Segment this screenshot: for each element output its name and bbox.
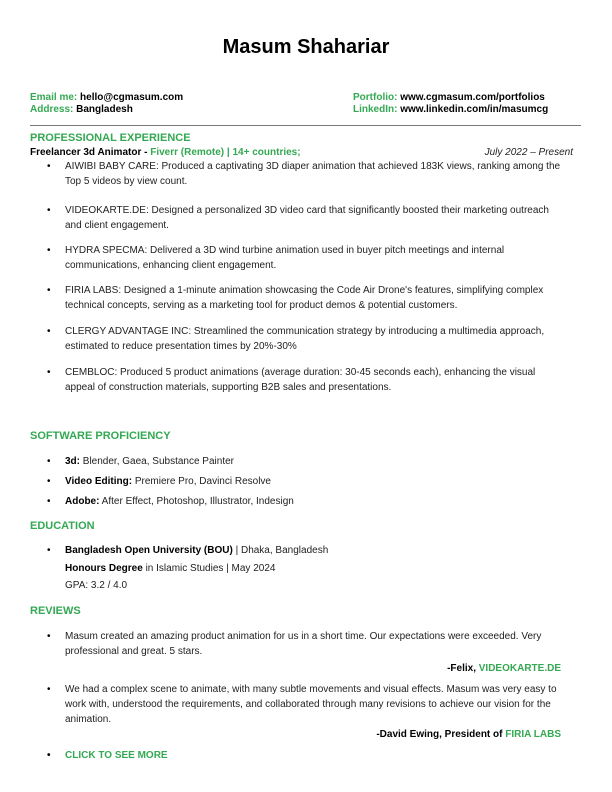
education-heading: EDUCATION bbox=[30, 520, 95, 532]
linkedin-label: LinkedIn: bbox=[353, 104, 398, 115]
experience-item: • CEMBLOC: Produced 5 product animations (average duration: 30-45 seconds each), enhancing the visual appeal of construction materials, supporting B2B sales and presentations. bbox=[65, 365, 565, 395]
software-label: Video Editing: bbox=[65, 476, 133, 487]
review-author bbox=[447, 663, 561, 674]
software-value: Premiere Pro, Davinci Resolve bbox=[132, 476, 271, 487]
software-item bbox=[65, 474, 565, 489]
school: Bangladesh Open University (BOU) bbox=[65, 545, 233, 556]
resume-name: Masum Shahariar bbox=[222, 36, 390, 58]
education-gpa: GPA: 3.2 / 4.0 bbox=[65, 580, 128, 591]
contact-right bbox=[353, 92, 548, 116]
reviews-heading: REVIEWS bbox=[30, 605, 81, 617]
review-item: • We had a complex scene to animate, with many subtle movements and visual effects. Masum was very easy to work with, understood the requirements, and collaborated through many revisions to achieve our vision for the animation. bbox=[65, 682, 565, 727]
education-degree-line bbox=[65, 561, 565, 576]
software-item bbox=[65, 494, 565, 509]
education-school-line bbox=[65, 543, 565, 558]
school-location: | Dhaka, Bangladesh bbox=[232, 545, 329, 556]
review-item: • Masum created an amazing product animation for us in a short time. Our expectations were exceeded. Very professional and great. 5 stars. bbox=[65, 629, 565, 659]
review-org: FIRIA LABS bbox=[505, 729, 561, 740]
review-author-name: -Felix, bbox=[447, 663, 479, 674]
portfolio-link[interactable]: www.cgmasum.com/portfolios bbox=[400, 92, 545, 103]
job-title-line bbox=[30, 147, 301, 158]
job-title: Freelancer 3d Animator - bbox=[30, 147, 151, 158]
review-author-name: -David Ewing, President of bbox=[376, 729, 506, 740]
experience-heading: PROFESSIONAL EXPERIENCE bbox=[30, 132, 191, 144]
review-author bbox=[376, 729, 561, 740]
software-item bbox=[65, 454, 565, 469]
experience-item: • HYDRA SPECMA: Delivered a 3D wind turbine animation used in buyer pitch meetings and internal communications, enhancing client engagement. bbox=[65, 243, 565, 273]
divider bbox=[30, 125, 581, 126]
degree-detail: in Islamic Studies | May 2024 bbox=[142, 563, 276, 574]
see-more-link[interactable]: • CLICK TO SEE MORE bbox=[65, 748, 565, 763]
experience-item: • VIDEOKARTE.DE: Designed a personalized 3D video card that significantly boosted their marketing outreach and client engagement. bbox=[65, 203, 565, 233]
experience-item: • CLERGY ADVANTAGE INC: Streamlined the communication strategy by introducing a multimedia approach, estimated to reduce presentation times by 20%-30% bbox=[65, 324, 565, 354]
software-heading: SOFTWARE PROFICIENCY bbox=[30, 430, 171, 442]
linkedin-link[interactable]: www.linkedin.com/in/masumcg bbox=[400, 104, 549, 115]
review-org: VIDEOKARTE.DE bbox=[478, 663, 561, 674]
experience-item: • FIRIA LABS: Designed a 1-minute animation showcasing the Code Air Drone's features, simplifying complex technical concepts, serving as a marketing tool for product demos & potential customers. bbox=[65, 283, 565, 313]
job-dates: July 2022 – Present bbox=[484, 147, 573, 158]
address-label: Address: bbox=[30, 104, 74, 115]
email-link[interactable]: hello@cgmasum.com bbox=[80, 92, 184, 103]
software-value: Blender, Gaea, Substance Painter bbox=[80, 456, 234, 467]
experience-item: • AIWIBI BABY CARE: Produced a captivating 3D diaper animation that achieved 183K views, ranking among the Top 5 videos by view count. bbox=[65, 159, 565, 189]
contact-left bbox=[30, 92, 183, 116]
job-company: Fiverr (Remote) | 14+ countries; bbox=[150, 147, 301, 158]
address: Bangladesh bbox=[76, 104, 133, 115]
software-label: 3d: bbox=[65, 456, 80, 467]
degree: Honours Degree bbox=[65, 563, 143, 574]
email-label: Email me: bbox=[30, 92, 78, 103]
software-label: Adobe: bbox=[65, 496, 100, 507]
portfolio-label: Portfolio: bbox=[353, 92, 398, 103]
software-value: After Effect, Photoshop, Illustrator, Indesign bbox=[99, 496, 294, 507]
